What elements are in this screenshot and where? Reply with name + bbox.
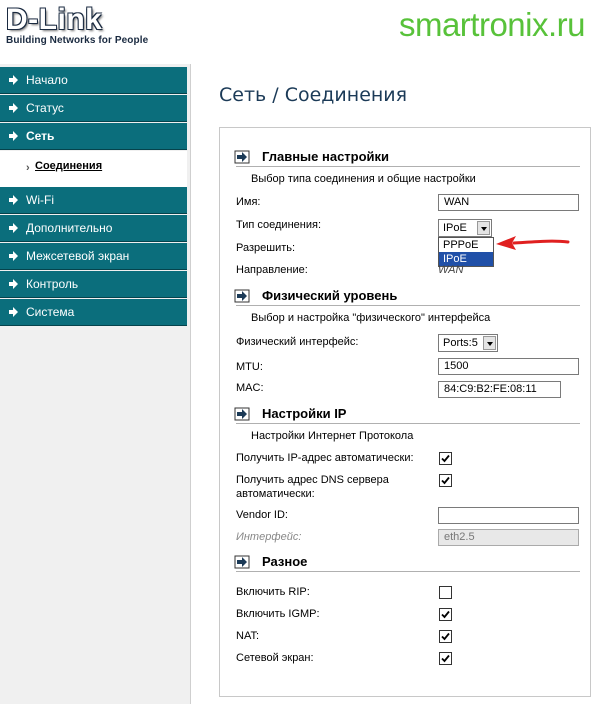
sidebar-item-label: Статус <box>26 101 64 115</box>
check-icon <box>440 653 451 664</box>
divider <box>236 571 580 572</box>
section-general-title: Главные настройки <box>262 149 390 164</box>
section-icon <box>234 407 250 421</box>
divider <box>236 305 580 306</box>
check-icon <box>440 475 451 486</box>
sidebar-item-system[interactable] <box>0 299 187 326</box>
sidebar-item-label: Сеть <box>26 129 55 143</box>
rip-checkbox[interactable] <box>439 586 452 599</box>
arrow-right-icon <box>8 75 18 85</box>
sidebar-item-label: Система <box>26 305 75 319</box>
section-misc-title: Разное <box>262 554 308 569</box>
section-icon <box>234 150 250 164</box>
page-title: Сеть / Соединения <box>219 84 408 106</box>
option-ipoe[interactable]: IPoE <box>439 252 493 266</box>
sidebar-item-advanced[interactable] <box>0 215 187 242</box>
arrow-right-icon <box>8 279 18 289</box>
section-physical-desc: Выбор и настройка "физического" интерфейса <box>251 312 491 324</box>
arrow-right-icon <box>8 131 18 141</box>
section-ip-title: Настройки IP <box>262 406 347 421</box>
annotation-arrow-icon <box>492 232 572 254</box>
divider <box>236 166 580 167</box>
igmp-label: Включить IGMP: <box>236 608 320 620</box>
check-icon <box>440 453 451 464</box>
auto-dns-label-line1: Получить адрес DNS сервера <box>236 474 389 486</box>
logo-text: D-Link <box>6 3 103 36</box>
sidebar-item-label: Начало <box>26 73 68 87</box>
section-ip-desc: Настройки Интернет Протокола <box>251 430 414 442</box>
interface-input: eth2.5 <box>438 529 579 546</box>
auto-dns-checkbox[interactable] <box>439 474 452 487</box>
connection-type-dropdown <box>438 237 494 267</box>
sidebar-item-label: Wi-Fi <box>26 193 54 207</box>
firewall-checkbox[interactable] <box>439 652 452 665</box>
connection-type-value: IPoE <box>443 222 467 234</box>
arrow-right-icon <box>8 307 18 317</box>
sidebar-item-network[interactable] <box>0 123 187 150</box>
connection-type-label: Тип соединения: <box>236 219 321 231</box>
nat-label: NAT: <box>236 630 260 642</box>
mtu-input[interactable]: 1500 <box>438 358 579 375</box>
sidebar-item-status[interactable] <box>0 95 187 122</box>
sidebar-item-label: Межсетевой экран <box>26 249 130 263</box>
check-icon <box>440 609 451 620</box>
auto-ip-label: Получить IP-адрес автоматически: <box>236 452 414 464</box>
header <box>0 0 595 62</box>
section-physical-title: Физический уровень <box>262 288 398 303</box>
option-pppoe[interactable]: PPPoE <box>443 239 479 251</box>
physical-interface-select[interactable] <box>438 334 498 352</box>
section-icon <box>234 555 250 569</box>
sidebar-item-wifi[interactable] <box>0 187 187 214</box>
interface-label: Интерфейс: <box>236 531 302 543</box>
mac-input[interactable]: 84:C9:B2:FE:08:11 <box>438 381 561 398</box>
arrow-right-icon <box>8 103 18 113</box>
chevron-right-icon: › <box>26 162 30 174</box>
sidebar-subitem-connections[interactable] <box>0 151 187 187</box>
section-icon <box>234 289 250 303</box>
name-label: Имя: <box>236 196 261 208</box>
sidebar-item-firewall[interactable] <box>0 243 187 270</box>
name-input[interactable]: WAN <box>438 194 579 211</box>
sidebar-item-home[interactable] <box>0 67 187 94</box>
connection-type-select[interactable] <box>438 219 492 237</box>
sidebar-item-label: Дополнительно <box>26 221 113 235</box>
rip-label: Включить RIP: <box>236 586 310 598</box>
vendor-id-input[interactable] <box>438 507 579 524</box>
arrow-right-icon <box>8 195 18 205</box>
vendor-id-label: Vendor ID: <box>236 509 288 521</box>
mac-label: MAC: <box>236 382 264 394</box>
sidebar-subitem-label: Соединения <box>35 160 103 172</box>
igmp-checkbox[interactable] <box>439 608 452 621</box>
allow-label: Разрешить: <box>236 242 296 254</box>
logo-tagline: Building Networks for People <box>6 35 149 46</box>
divider <box>236 423 580 424</box>
nat-checkbox[interactable] <box>439 630 452 643</box>
chevron-down-icon[interactable] <box>483 336 496 350</box>
arrow-right-icon <box>8 223 18 233</box>
physical-interface-label: Физический интерфейс: <box>236 336 359 348</box>
chevron-down-icon[interactable] <box>477 221 490 235</box>
direction-value: WAN <box>438 264 464 276</box>
watermark: smartronix.ru <box>398 6 585 43</box>
firewall-label: Сетевой экран: <box>236 652 314 664</box>
arrow-right-icon <box>8 251 18 261</box>
sidebar-item-label: Контроль <box>26 277 79 291</box>
sidebar-item-control[interactable] <box>0 271 187 298</box>
physical-interface-value: Ports:5 <box>443 337 478 349</box>
direction-label: Направление: <box>236 264 308 276</box>
section-general-desc: Выбор типа соединения и общие настройки <box>251 173 476 185</box>
mtu-label: MTU: <box>236 361 263 373</box>
sidebar <box>0 64 191 704</box>
auto-dns-label-line2: автоматически: <box>236 488 315 500</box>
dlink-logo[interactable] <box>6 4 148 46</box>
check-icon <box>440 631 451 642</box>
auto-ip-checkbox[interactable] <box>439 452 452 465</box>
